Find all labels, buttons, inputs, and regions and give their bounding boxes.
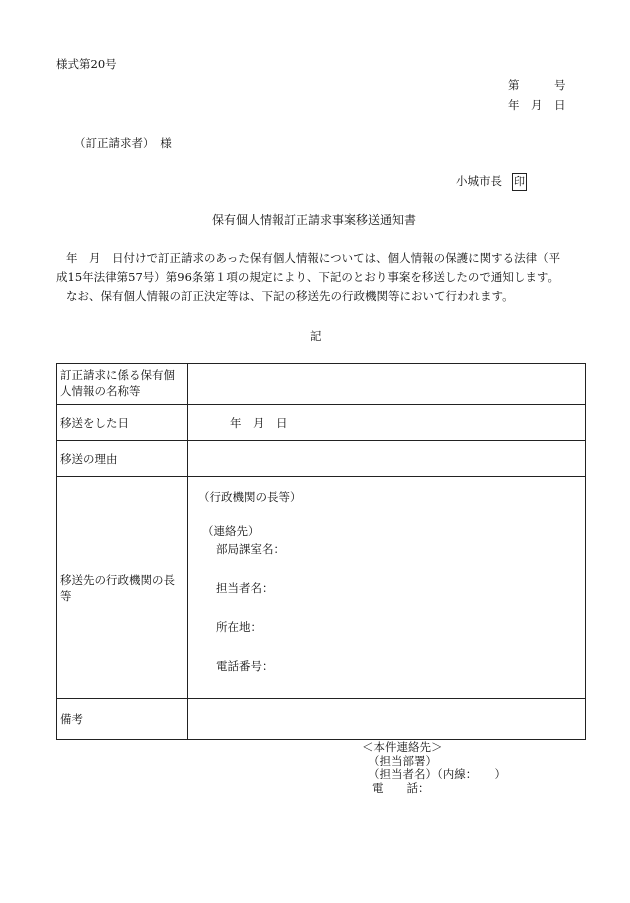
body-line-1: 年 月 日付けで訂正請求のあった保有個人情報については、個人情報の保護に関する法律（平 xyxy=(66,251,561,265)
value-transfer-reason xyxy=(188,441,586,477)
table-row-remarks xyxy=(57,699,586,740)
destination-contact-label: （連絡先） xyxy=(202,524,260,538)
value-remarks xyxy=(188,699,586,740)
table-row-transfer-reason xyxy=(57,441,586,477)
destination-head: （行政機関の長等） xyxy=(198,490,302,504)
form-number: 様式第20号 xyxy=(56,57,117,71)
sender-name: 小城市長 xyxy=(456,174,502,188)
destination-phone: 電話番号： xyxy=(216,659,274,673)
seal-stamp: 印 xyxy=(512,173,527,191)
label-transfer-reason: 移送の理由 xyxy=(57,441,188,477)
document-date: 年 月 日 xyxy=(508,98,566,112)
addressee: （訂正請求者） 様 xyxy=(74,136,172,150)
table-row-record-name xyxy=(57,364,586,405)
value-destination xyxy=(188,477,586,699)
contact-header: ＜本件連絡先＞ xyxy=(362,740,443,754)
label-destination: 移送先の行政機関の長 等 xyxy=(57,477,188,699)
contact-block xyxy=(362,741,506,795)
body-line-2: 成15年法律第57号）第96条第１項の規定により、下記のとおり事案を移送したので通知します。 xyxy=(56,270,559,284)
value-transfer-date: 年 月 日 xyxy=(188,405,586,441)
table-row-transfer-date xyxy=(57,405,586,441)
label-transfer-date: 移送をした日 xyxy=(57,405,188,441)
document-title: 保有個人情報訂正請求事案移送通知書 xyxy=(212,213,417,227)
label-record-name: 訂正請求に係る保有個 人情報の名称等 xyxy=(57,364,188,405)
contact-dept: （担当部署） xyxy=(368,753,437,768)
body-line-3: なお、保有個人情報の訂正決定等は、下記の移送先の行政機関等において行われます。 xyxy=(66,289,514,303)
value-record-name xyxy=(188,364,586,405)
destination-address: 所在地： xyxy=(216,620,262,634)
destination-person: 担当者名： xyxy=(216,581,274,595)
table-row-destination xyxy=(57,477,586,699)
contact-phone: 電 話： xyxy=(372,780,430,795)
contact-person: （担当者名）（内線： ） xyxy=(368,767,506,781)
document-number: 第 号 xyxy=(508,78,566,92)
transfer-details-table xyxy=(56,363,586,740)
ki-heading: 記 xyxy=(310,329,322,343)
destination-dept: 部局課室名： xyxy=(216,542,285,556)
label-remarks: 備考 xyxy=(57,699,188,740)
sender xyxy=(456,173,527,191)
